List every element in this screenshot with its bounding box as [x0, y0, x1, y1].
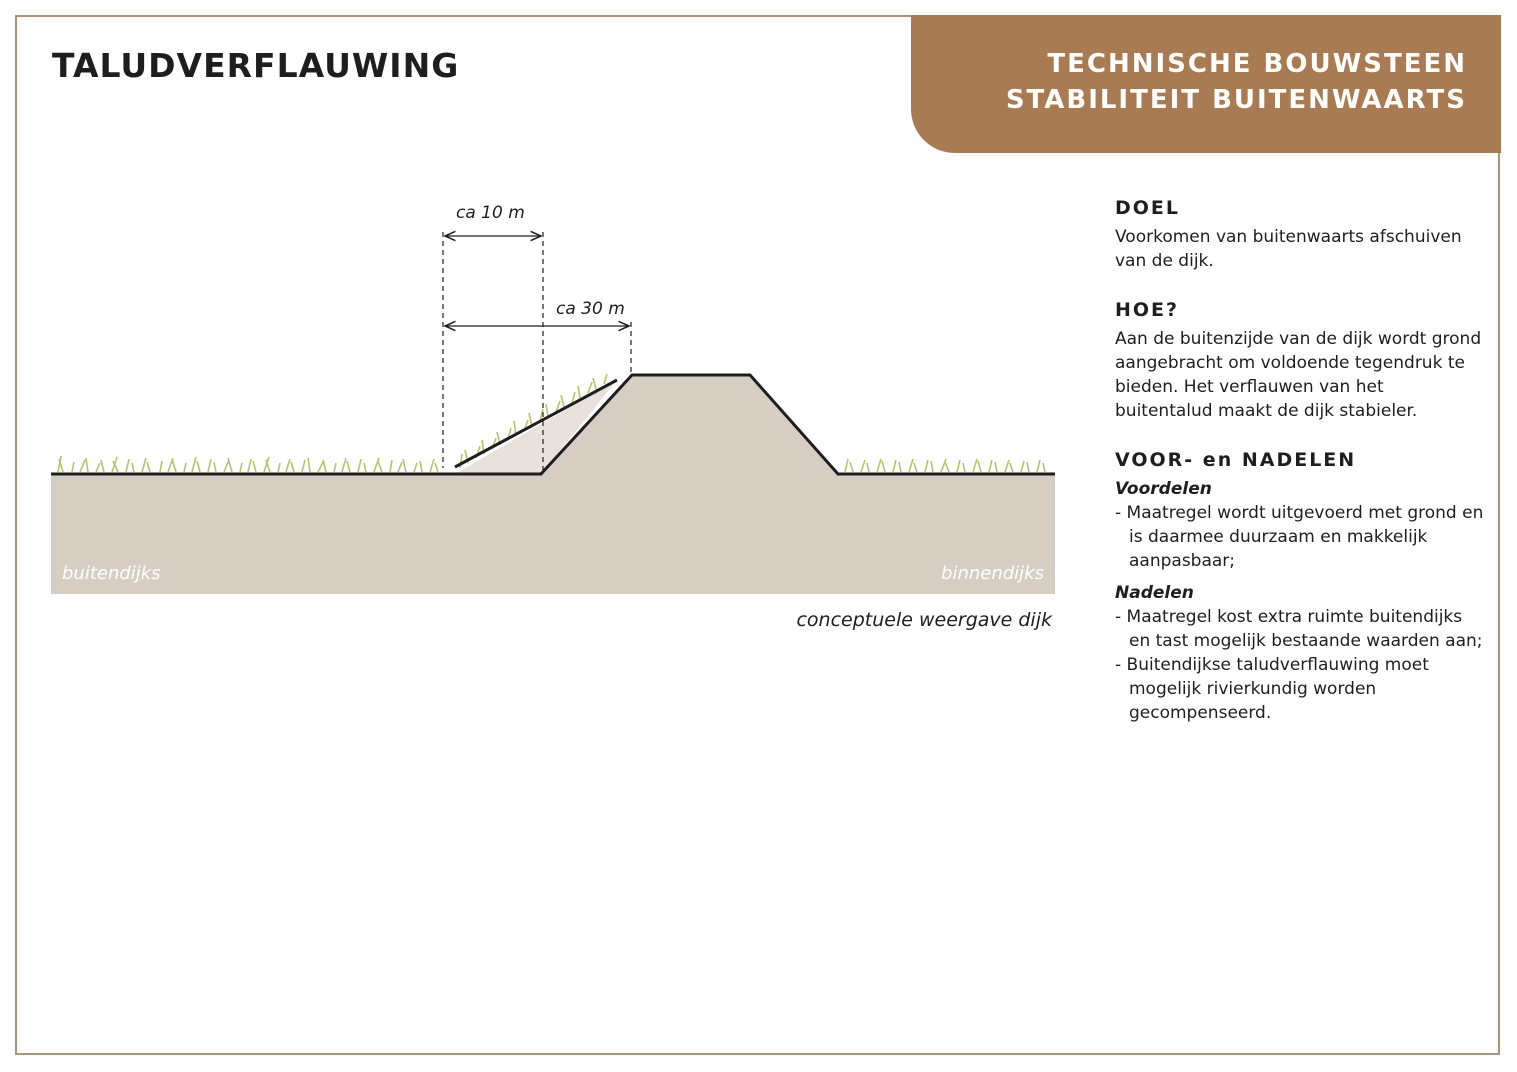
diagram-caption: conceptuele weergave dijk	[796, 609, 1052, 631]
list-item: - Maatregel kost extra ruimte buitendijks en tast mogelijk bestaande waarden aan;	[1115, 605, 1485, 653]
text-doel: Voorkomen van buitenwaarts afschuiven van de dijk.	[1115, 227, 1462, 271]
section-hoe	[1115, 297, 1485, 423]
section-voor-nadelen	[1115, 447, 1485, 725]
badge-line-1: TECHNISCHE BOUWSTEEN	[1047, 49, 1467, 79]
section-doel	[1115, 195, 1485, 273]
grass-right	[845, 459, 1045, 472]
dim-label-small: ca 10 m	[456, 203, 525, 223]
badge-line-2: STABILITEIT BUITENWAARTS	[1005, 85, 1467, 115]
dim-label-large: ca 30 m	[556, 299, 625, 319]
label-binnendijks: binnendijks	[941, 563, 1044, 584]
list-item: - Maatregel wordt uitgevoerd met grond en is daarmee duurzaam en makkelijk aanpasbaar;	[1115, 501, 1485, 573]
ground-block	[51, 474, 1055, 594]
label-buitendijks: buitendijks	[62, 563, 161, 584]
list-nadelen	[1115, 605, 1485, 725]
label-nadelen: Nadelen	[1115, 583, 1194, 603]
heading-voor-nadelen: VOOR- en NADELEN	[1115, 449, 1357, 471]
list-item: - Buitendijkse taludverflauwing moet mogelijk rivierkundig worden gecompenseerd.	[1115, 653, 1485, 725]
list-voordelen	[1115, 501, 1485, 573]
grass-left	[58, 456, 438, 472]
page-title: TALUDVERFLAUWING	[52, 46, 460, 85]
dike-diagram	[0, 0, 1100, 660]
text-hoe: Aan de buitenzijde van de dijk wordt grond aangebracht om voldoende tegendruk te bieden. Het verflauwen van het buitentalud maakt de dijk stabieler.	[1115, 329, 1482, 421]
label-voordelen: Voordelen	[1115, 479, 1212, 499]
heading-doel: DOEL	[1115, 197, 1181, 219]
heading-hoe: HOE?	[1115, 299, 1180, 321]
info-panel	[1115, 195, 1485, 749]
